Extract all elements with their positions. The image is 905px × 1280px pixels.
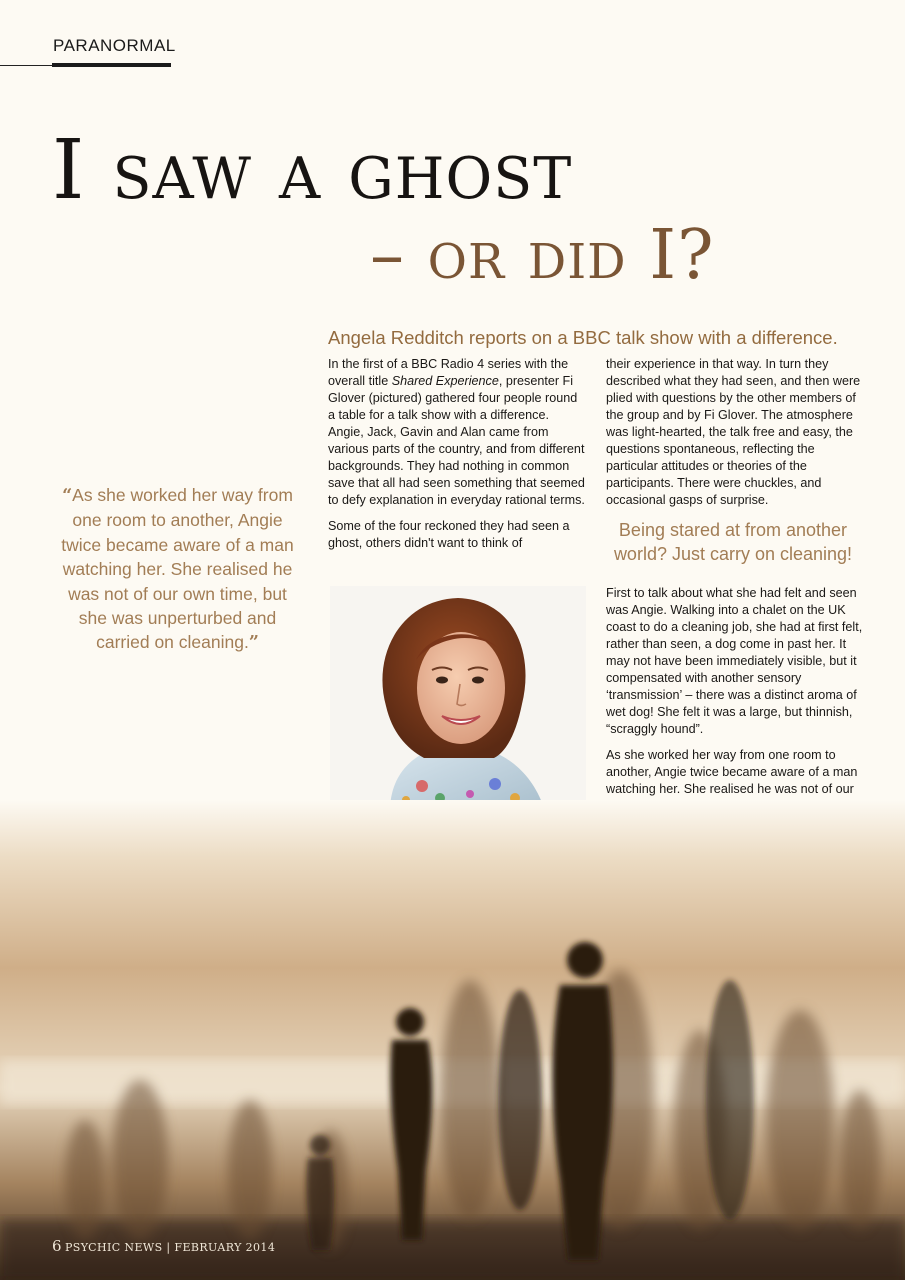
section-rule-thin (0, 65, 52, 66)
portrait-illustration (330, 586, 586, 808)
subhead: Being stared at from another world? Just carry on cleaning! (613, 520, 853, 564)
page-footer (52, 1237, 275, 1255)
body-paragraph-5: As she worked her way from one room to another, Angie twice became aware of a man watching her. She realised he was not of our (606, 748, 858, 796)
open-quote-mark: “ (62, 486, 73, 506)
article-column-1 (328, 356, 586, 561)
pull-quote-text: As she worked her way from one room to another, Angie twice became aware of a man watching her. She realised he was not of our own time, but she was unperturbed and carried on cleaning. (61, 485, 294, 653)
headline-line-2: – or did I? (370, 216, 715, 295)
ghost-figures-photo (0, 800, 905, 1280)
article-column-2 (606, 356, 868, 518)
pull-quote (60, 483, 295, 656)
body-paragraph-3: their experience in that way. In turn they described what they had seen, and then were plied with questions by the other members of the group and by Fi Glover. The atmosphere was light-hearted, the talk free and easy, the questions spontaneous, reflecting the particular attitudes or theories of the participants. There were chuckles, and occasional gasps of surprise. (606, 357, 861, 507)
body-paragraph-2: Some of the four reckoned they had seen a ghost, others didn't want to think of (328, 519, 570, 550)
body-paragraph-4: First to talk about what she had felt and seen was Angie. Walking into a chalet on the UK coast to do a cleaning job, she had at first felt, rather than seen, a dog come in past her. It may not have been immediately visible, but it compensated with another sensory ‘transmission’ – there was a distinct aroma of wet dog! She felt it was a large, but thinnish, “scraggly hound”. (606, 586, 863, 736)
series-title: Shared Experience (391, 374, 499, 388)
footer-text: PSYCHIC NEWS | FEBRUARY 2014 (64, 1241, 276, 1254)
page-number: 6 (52, 1237, 62, 1255)
body-paragraph-1: In the first of a BBC Radio 4 series with the overall title Shared Experience, presenter Fi Glover (pictured) gathered four people round a table for a talk show with a difference. Angie, Jack, Gavin and Alan came from various parts of the country, and from different backgrounds. They had nothing in common save that all had seen something that seemed to defy explanation in everyday rational terms. (328, 357, 585, 507)
article-column-2-lower (606, 585, 868, 824)
standfirst: Angela Redditch reports on a BBC talk show with a difference. (328, 327, 838, 348)
section-label: PARANORMAL (53, 36, 176, 55)
presenter-portrait (330, 586, 586, 808)
section-rule-thick (52, 63, 171, 67)
close-quote-mark: ” (248, 633, 259, 654)
headline-line-1: I saw a ghost (52, 123, 573, 218)
